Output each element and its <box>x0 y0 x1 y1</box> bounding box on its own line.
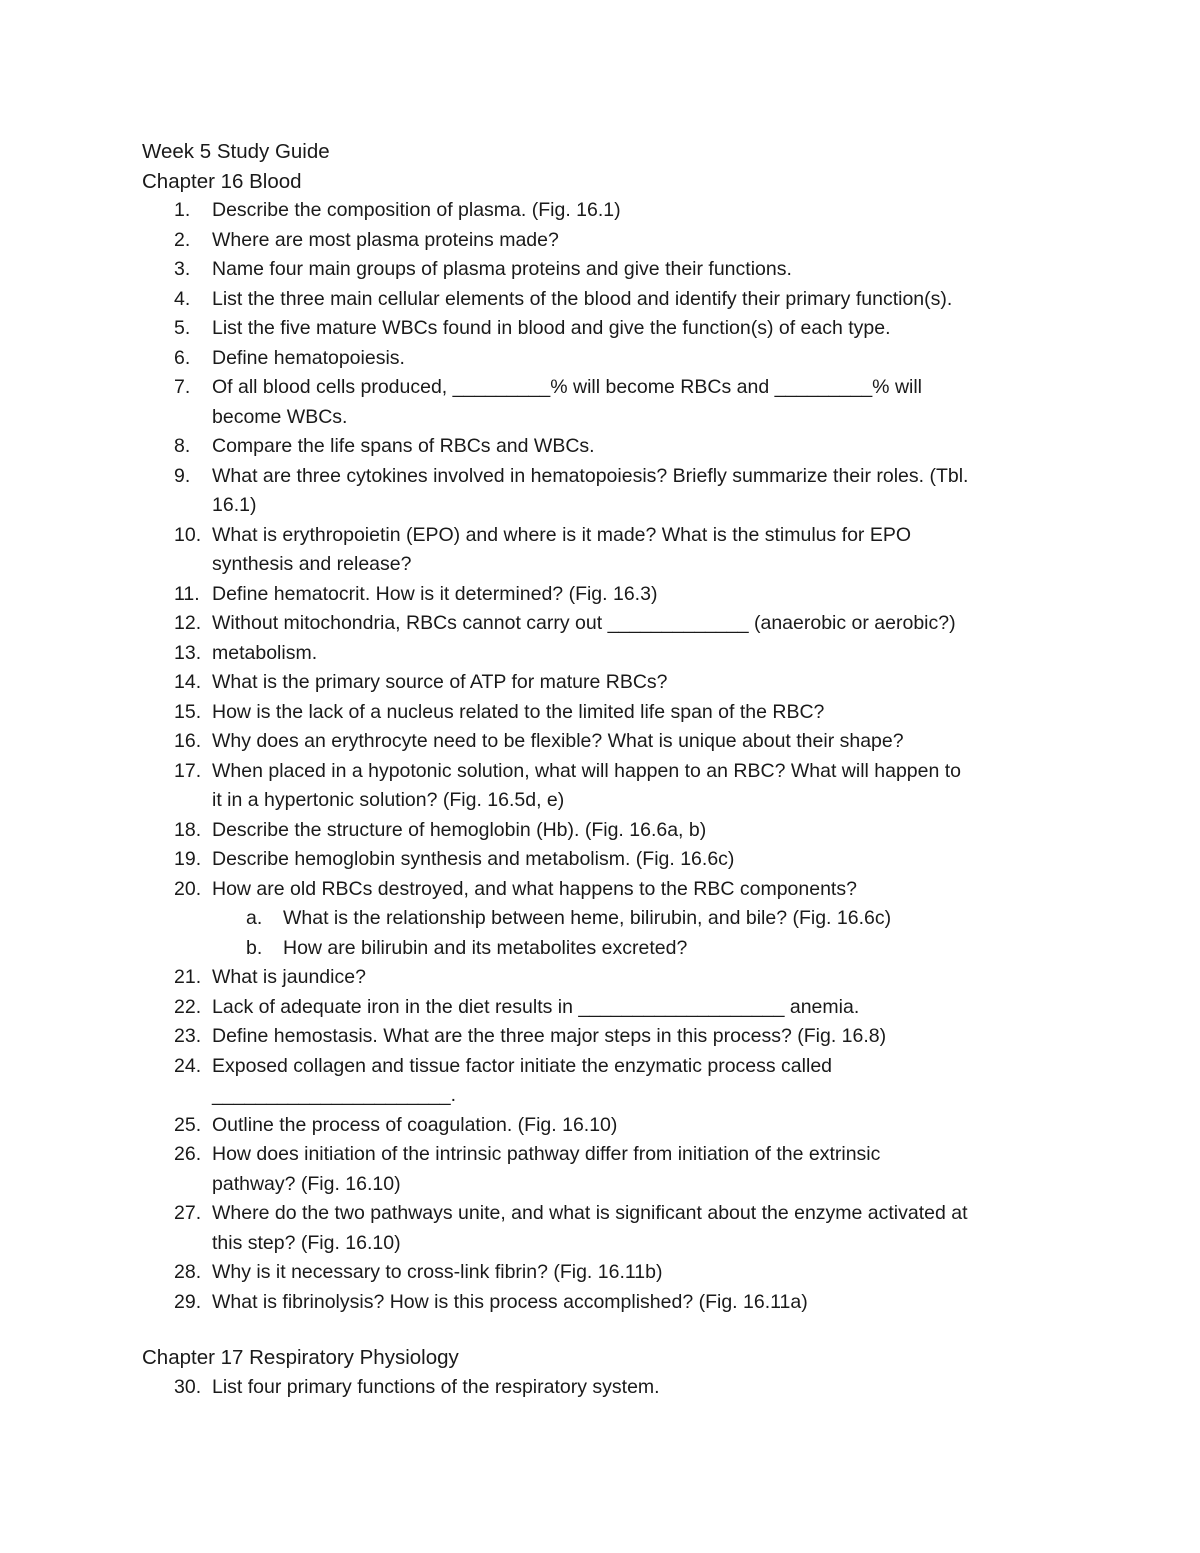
question-text-line: Where are most plasma proteins made? <box>212 228 559 251</box>
question-item <box>142 462 1102 521</box>
question-text-line: What is jaundice? <box>212 966 366 988</box>
question-number: 30. <box>174 1376 202 1398</box>
question-text-line: How is the lack of a nucleus related to the limited life span of the RBC? <box>212 700 825 723</box>
question-number: 22. <box>174 995 202 1018</box>
question-item <box>142 1052 1102 1111</box>
sub-question-text: What is the relationship between heme, bilirubin, and bile? (Fig. 16.6c) <box>283 907 892 929</box>
question-item <box>142 255 1102 285</box>
question-item <box>142 698 1102 728</box>
sub-question-letter: a. <box>246 907 263 929</box>
question-item <box>142 1288 1102 1318</box>
question-text-line: Why does an erythrocyte need to be flexible? What is unique about their shape? <box>212 730 904 752</box>
question-text-line: List four primary functions of the respiratory system. <box>212 1376 660 1398</box>
question-number: 2. <box>174 228 191 251</box>
sub-question-list <box>212 904 1102 963</box>
sub-question-letter: b. <box>246 936 263 959</box>
question-item <box>142 845 1102 875</box>
question-text-line: Where do the two pathways unite, and what is significant about the enzyme activated at <box>212 1202 968 1224</box>
question-number: 1. <box>174 199 191 221</box>
question-number: 18. <box>174 818 202 841</box>
question-number: 10. <box>174 523 202 546</box>
question-item <box>142 727 1102 757</box>
question-item <box>142 521 1102 580</box>
question-text-line: List the three main cellular elements of the blood and identify their primary function(s). <box>212 287 953 310</box>
question-text-line: metabolism. <box>212 641 318 664</box>
question-number: 21. <box>174 966 202 988</box>
question-text-line: ______________________. <box>212 1084 457 1106</box>
question-number: 26. <box>174 1143 202 1165</box>
question-text-line: Describe the structure of hemoglobin (Hb). (Fig. 16.6a, b) <box>212 818 707 841</box>
question-item <box>142 1111 1102 1141</box>
question-text-line: Exposed collagen and tissue factor initiate the enzymatic process called <box>212 1054 833 1077</box>
question-text-line: become WBCs. <box>212 405 348 428</box>
question-item <box>142 1140 1102 1199</box>
question-number: 11. <box>174 582 200 605</box>
question-text-line: Name four main groups of plasma proteins and give their functions. <box>212 258 792 280</box>
question-text-line: Describe hemoglobin synthesis and metabolism. (Fig. 16.6c) <box>212 848 735 870</box>
question-number: 4. <box>174 287 191 310</box>
question-item <box>142 580 1102 610</box>
question-text-line: List the five mature WBCs found in blood and give the function(s) of each type. <box>212 317 891 339</box>
question-item <box>142 1199 1102 1258</box>
question-item <box>142 373 1102 432</box>
question-number: 6. <box>174 346 191 369</box>
question-text-line: What is fibrinolysis? How is this process accomplished? (Fig. 16.11a) <box>212 1290 808 1313</box>
question-item <box>142 757 1102 816</box>
question-number: 25. <box>174 1113 202 1136</box>
question-item <box>142 314 1102 344</box>
question-item <box>142 639 1102 669</box>
sub-question-text: How are bilirubin and its metabolites excreted? <box>283 936 688 959</box>
chapter-16-question-list <box>142 196 1102 1317</box>
question-text-line: pathway? (Fig. 16.10) <box>212 1172 401 1195</box>
question-number: 8. <box>174 435 191 457</box>
question-text-line: Compare the life spans of RBCs and WBCs. <box>212 435 595 457</box>
question-text-line: How does initiation of the intrinsic pathway differ from initiation of the extrinsic <box>212 1143 881 1165</box>
question-number: 16. <box>174 730 202 752</box>
question-item <box>142 1373 1102 1403</box>
question-item <box>142 816 1102 846</box>
page-title: Week 5 Study Guide <box>142 140 330 163</box>
question-item <box>142 285 1102 315</box>
question-text-line: Why is it necessary to cross-link fibrin? (Fig. 16.11b) <box>212 1261 663 1283</box>
question-number: 15. <box>174 700 202 723</box>
question-text-line: Define hematocrit. How is it determined? (Fig. 16.3) <box>212 582 658 605</box>
question-number: 7. <box>174 376 191 398</box>
chapter-17-heading: Chapter 17 Respiratory Physiology <box>142 1346 459 1369</box>
question-item <box>142 963 1102 993</box>
question-text-line: What are three cytokines involved in hematopoiesis? Briefly summarize their roles. (Tbl. <box>212 464 969 487</box>
question-item <box>142 196 1102 226</box>
question-number: 29. <box>174 1290 202 1313</box>
question-text-line: When placed in a hypotonic solution, what will happen to an RBC? What will happen to <box>212 759 962 782</box>
question-number: 27. <box>174 1202 202 1224</box>
question-number: 17. <box>174 759 202 782</box>
question-item <box>142 609 1102 639</box>
question-number: 23. <box>174 1025 202 1047</box>
question-text-line: it in a hypertonic solution? (Fig. 16.5d, e) <box>212 789 565 811</box>
question-item <box>142 1022 1102 1052</box>
question-text-line: Lack of adequate iron in the diet results in ___________________ anemia. <box>212 995 860 1018</box>
question-text-line: How are old RBCs destroyed, and what happens to the RBC components? <box>212 877 857 900</box>
question-text-line: Outline the process of coagulation. (Fig. 16.10) <box>212 1113 618 1136</box>
question-number: 20. <box>174 877 202 900</box>
question-number: 28. <box>174 1261 202 1283</box>
question-item <box>142 668 1102 698</box>
question-text-line: 16.1) <box>212 494 257 516</box>
question-number: 19. <box>174 848 202 870</box>
question-text-line: Of all blood cells produced, _________% will become RBCs and _________% will <box>212 376 923 398</box>
chapter-16-heading: Chapter 16 Blood <box>142 170 302 193</box>
question-text-line: this step? (Fig. 16.10) <box>212 1231 401 1254</box>
question-item <box>142 226 1102 256</box>
question-number: 5. <box>174 317 191 339</box>
question-item <box>142 875 1102 964</box>
question-number: 14. <box>174 671 202 693</box>
question-number: 13. <box>174 641 202 664</box>
question-number: 9. <box>174 464 191 487</box>
question-item <box>142 344 1102 374</box>
question-text-line: Define hemostasis. What are the three major steps in this process? (Fig. 16.8) <box>212 1025 887 1047</box>
question-number: 12. <box>174 612 202 634</box>
question-text-line: Describe the composition of plasma. (Fig. 16.1) <box>212 199 621 221</box>
question-text-line: synthesis and release? <box>212 553 412 575</box>
question-text-line: What is erythropoietin (EPO) and where is it made? What is the stimulus for EPO <box>212 523 912 546</box>
question-number: 24. <box>174 1054 202 1077</box>
chapter-17-question-list <box>142 1373 1102 1403</box>
sub-question-item <box>212 904 1102 934</box>
question-text-line: What is the primary source of ATP for mature RBCs? <box>212 671 668 693</box>
question-item <box>142 1258 1102 1288</box>
question-item <box>142 432 1102 462</box>
question-item <box>142 993 1102 1023</box>
sub-question-item <box>212 934 1102 964</box>
question-text-line: Define hematopoiesis. <box>212 346 405 369</box>
question-number: 3. <box>174 258 191 280</box>
question-text-line: Without mitochondria, RBCs cannot carry out _____________ (anaerobic or aerobic?) <box>212 612 956 634</box>
